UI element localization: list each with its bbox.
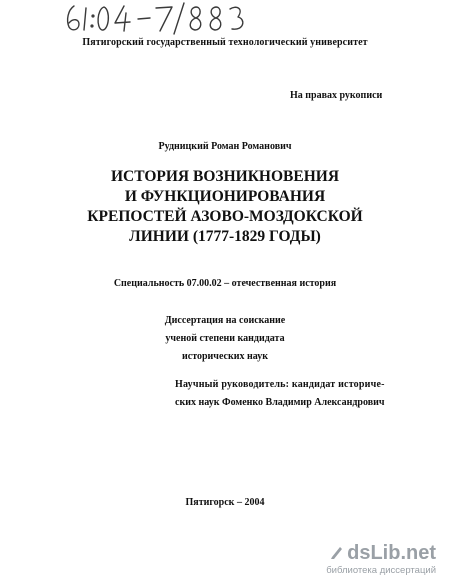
watermark-pen-icon: [329, 544, 345, 560]
author-name: Рудницкий Роман Романович: [158, 141, 292, 152]
title-line: И ФУНКЦИОНИРОВАНИЯ: [124, 188, 326, 205]
degree-line: ученой степени кандидата: [165, 333, 285, 344]
manuscript-rights-note: На правах рукописи: [290, 90, 383, 101]
handwritten-archive-number: [60, 0, 260, 40]
dissertation-degree-block: [0, 312, 450, 366]
degree-line: исторических наук: [182, 351, 268, 362]
supervisor-line: ских наук Фоменко Владимир Александрович: [175, 397, 385, 408]
title-line: ИСТОРИЯ ВОЗНИКНОВЕНИЯ: [110, 168, 340, 185]
watermark-logo-text: dsLib.net: [347, 542, 436, 564]
city-year: Пятигорск – 2004: [185, 497, 265, 508]
specialty-line: Специальность 07.00.02 – отечественная история: [113, 278, 337, 289]
dissertation-title: [0, 167, 450, 247]
watermark-logo: [329, 544, 436, 562]
handwritten-number-drawing: [60, 0, 260, 40]
supervisor-block: [175, 376, 405, 412]
dslib-watermark: [236, 544, 436, 574]
degree-line: Диссертация на соискание: [164, 315, 286, 326]
supervisor-line: Научный руководитель: кандидат историче-: [175, 379, 385, 390]
university-name: Пятигорский государственный технологический университет: [82, 37, 368, 48]
watermark-subtitle: библиотека диссертаций: [326, 565, 436, 576]
title-line: ЛИНИИ (1777-1829 ГОДЫ): [129, 228, 321, 245]
title-line: КРЕПОСТЕЙ АЗОВО-МОЗДОКСКОЙ: [87, 208, 363, 225]
